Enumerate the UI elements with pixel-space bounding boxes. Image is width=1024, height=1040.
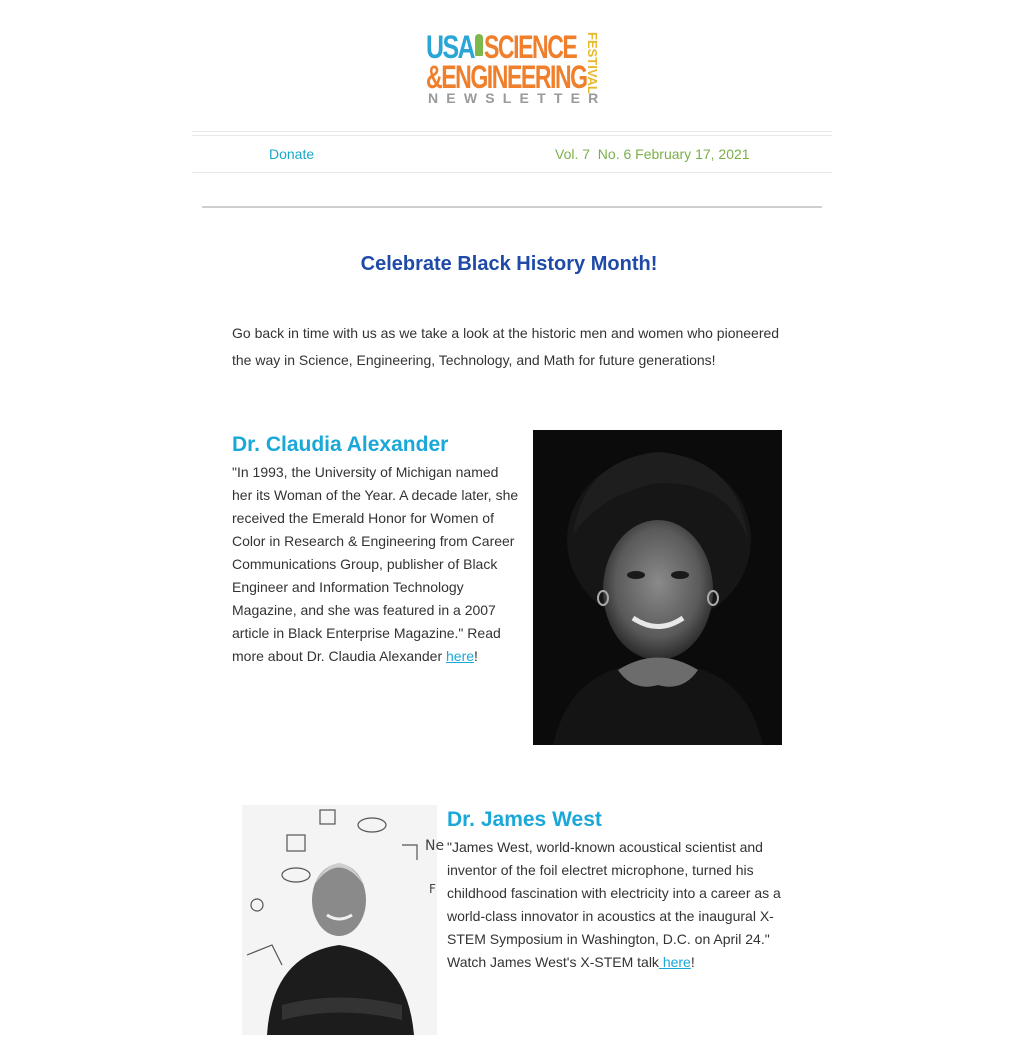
svg-text:F: F: [429, 882, 436, 896]
portrait-illustration: [533, 430, 782, 745]
feature-name: Dr. Claudia Alexander: [232, 433, 449, 456]
divider: [192, 131, 832, 132]
portrait-photo: [242, 805, 445, 1035]
portrait-illustration: [242, 805, 445, 1035]
logo-newsletter: NEWSLETTER: [428, 90, 607, 106]
feature-bio-text: "James West, world-known acoustical scientist and inventor of the foil electret microphone, turned his childhood fascination with electricity into a career as a world-class innovator in acoustics at the inaugural X-STEM Symposium in Washington, D.C. on April 24." Watch James West's X-STEM talk: [447, 839, 781, 970]
intro-text: Go back in time with us as we take a look at the historic men and women who pioneered the way in Science, Engineering, Technology, and Math for future generations!: [232, 325, 780, 368]
logo-science: SCIENCE: [484, 29, 577, 65]
section-rule: [202, 206, 822, 208]
rocket-icon: [475, 34, 483, 56]
feature-bio: [232, 461, 522, 668]
watch-talk-link[interactable]: here: [658, 954, 691, 970]
divider: [192, 135, 832, 136]
feature-bio-end: !: [690, 954, 695, 970]
feature-bio-end: !: [474, 648, 478, 664]
logo-engineering: &ENGINEERING: [426, 59, 587, 95]
donate-link[interactable]: Donate: [269, 146, 315, 162]
feature-name: Dr. James West: [447, 808, 602, 831]
svg-text:Ne: Ne: [425, 838, 445, 854]
logo-usa: USA: [426, 29, 475, 65]
divider: [192, 172, 832, 173]
newsletter-logo: [424, 29, 607, 106]
feature-bio: [447, 836, 792, 974]
page-title: Celebrate Black History Month!: [360, 253, 658, 275]
logo-festival: FESTIVAL: [585, 32, 600, 94]
issue-date: Vol. 7 No. 6 February 17, 2021: [555, 146, 750, 162]
feature-bio-text: "In 1993, the University of Michigan named her its Woman of the Year. A decade later, she received the Emerald Honor for Women of Color in Research & Engineering from Career Communications Group, publisher of Black Engineer and Information Technology Magazine, and she was featured in a 2007 article in Black Enterprise Magazine." Read more about Dr. Claudia Alexander: [232, 464, 519, 664]
read-more-link[interactable]: here: [446, 648, 475, 664]
portrait-photo: [533, 430, 782, 745]
